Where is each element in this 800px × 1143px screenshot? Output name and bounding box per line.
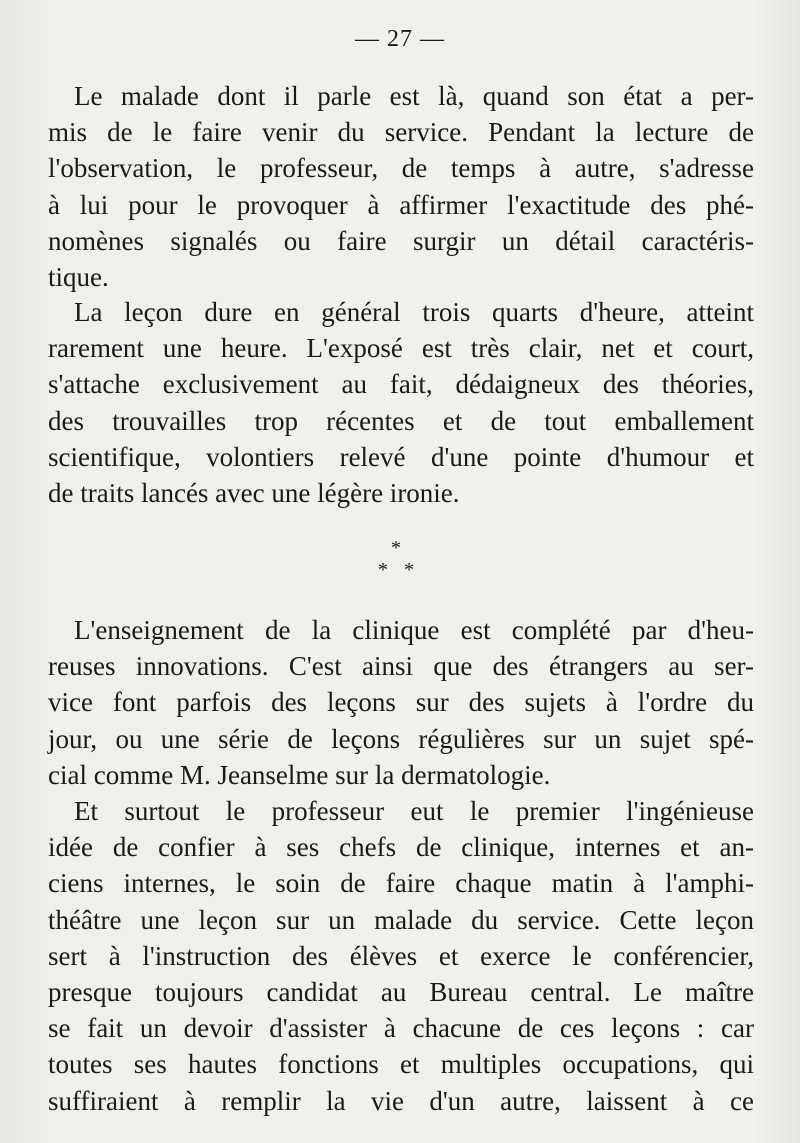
text-line: suffiraient à remplir la vie d'un autre, laissent à ce [48,1085,754,1116]
text-line: jour, ou une série de leçons régulières sur un sujet spé- [48,723,754,754]
text-line: s'attache exclusivement au fait, dédaigneux des théories, [48,369,754,400]
text-line: à lui pour le provoquer à affirmer l'exactitude des phé- [48,189,754,220]
paragraph-3 [48,612,754,793]
text-line: idée de confier à ses chefs de clinique, internes et an- [48,832,754,863]
text-line: Le malade dont il parle est là, quand son état a per- [74,81,754,111]
text-line: ciens internes, le soin de faire chaque matin à l'amphi- [48,868,754,899]
page-number: — 27 — [355,26,445,52]
paragraph-2 [48,294,754,511]
text-line: des trouvailles trop récentes et de tout emballement [48,405,754,436]
text-line: l'observation, le professeur, de temps à autre, s'adresse [48,153,754,184]
asterisk: * [404,559,414,581]
asterism-separator [340,538,460,588]
text-line: se fait un devoir d'assister à chacune de ces leçons : car [48,1013,754,1044]
text-line: mis de le faire venir du service. Pendant la lecture de [48,117,754,148]
asterisk: * [378,559,388,581]
text-line: Et surtout le professeur eut le premier l'ingénieuse [74,796,754,826]
text-line: rarement une heure. L'exposé est très clair, net et court, [48,333,754,364]
paragraph-1 [48,78,754,295]
asterisk: * [391,537,401,559]
text-line: toutes ses hautes fonctions et multiples occupations, qui [48,1049,754,1080]
text-line: nomènes signalés ou faire surgir un détail caractéris- [48,225,754,256]
text-line: sert à l'instruction des élèves et exerce le conférencier, [48,940,754,971]
text-line: vice font parfois des leçons sur des sujets à l'ordre du [48,687,754,718]
text-line: tique. [48,262,109,293]
text-line: presque toujours candidat au Bureau central. Le maître [48,977,754,1008]
text-line: L'enseignement de la clinique est complété par d'heu- [74,615,754,645]
text-line: scientifique, volontiers relevé d'une pointe d'humour et [48,441,754,472]
text-line: cial comme M. Jeanselme sur la dermatologie. [48,759,551,790]
text-line: de traits lancés avec une légère ironie. [48,478,460,509]
text-line: théâtre une leçon sur un malade du service. Cette leçon [48,904,754,935]
text-line: reuses innovations. C'est ainsi que des étrangers au ser- [48,651,754,682]
paragraph-4 [48,793,754,1119]
text-line: La leçon dure en général trois quarts d'heure, atteint [74,297,754,327]
